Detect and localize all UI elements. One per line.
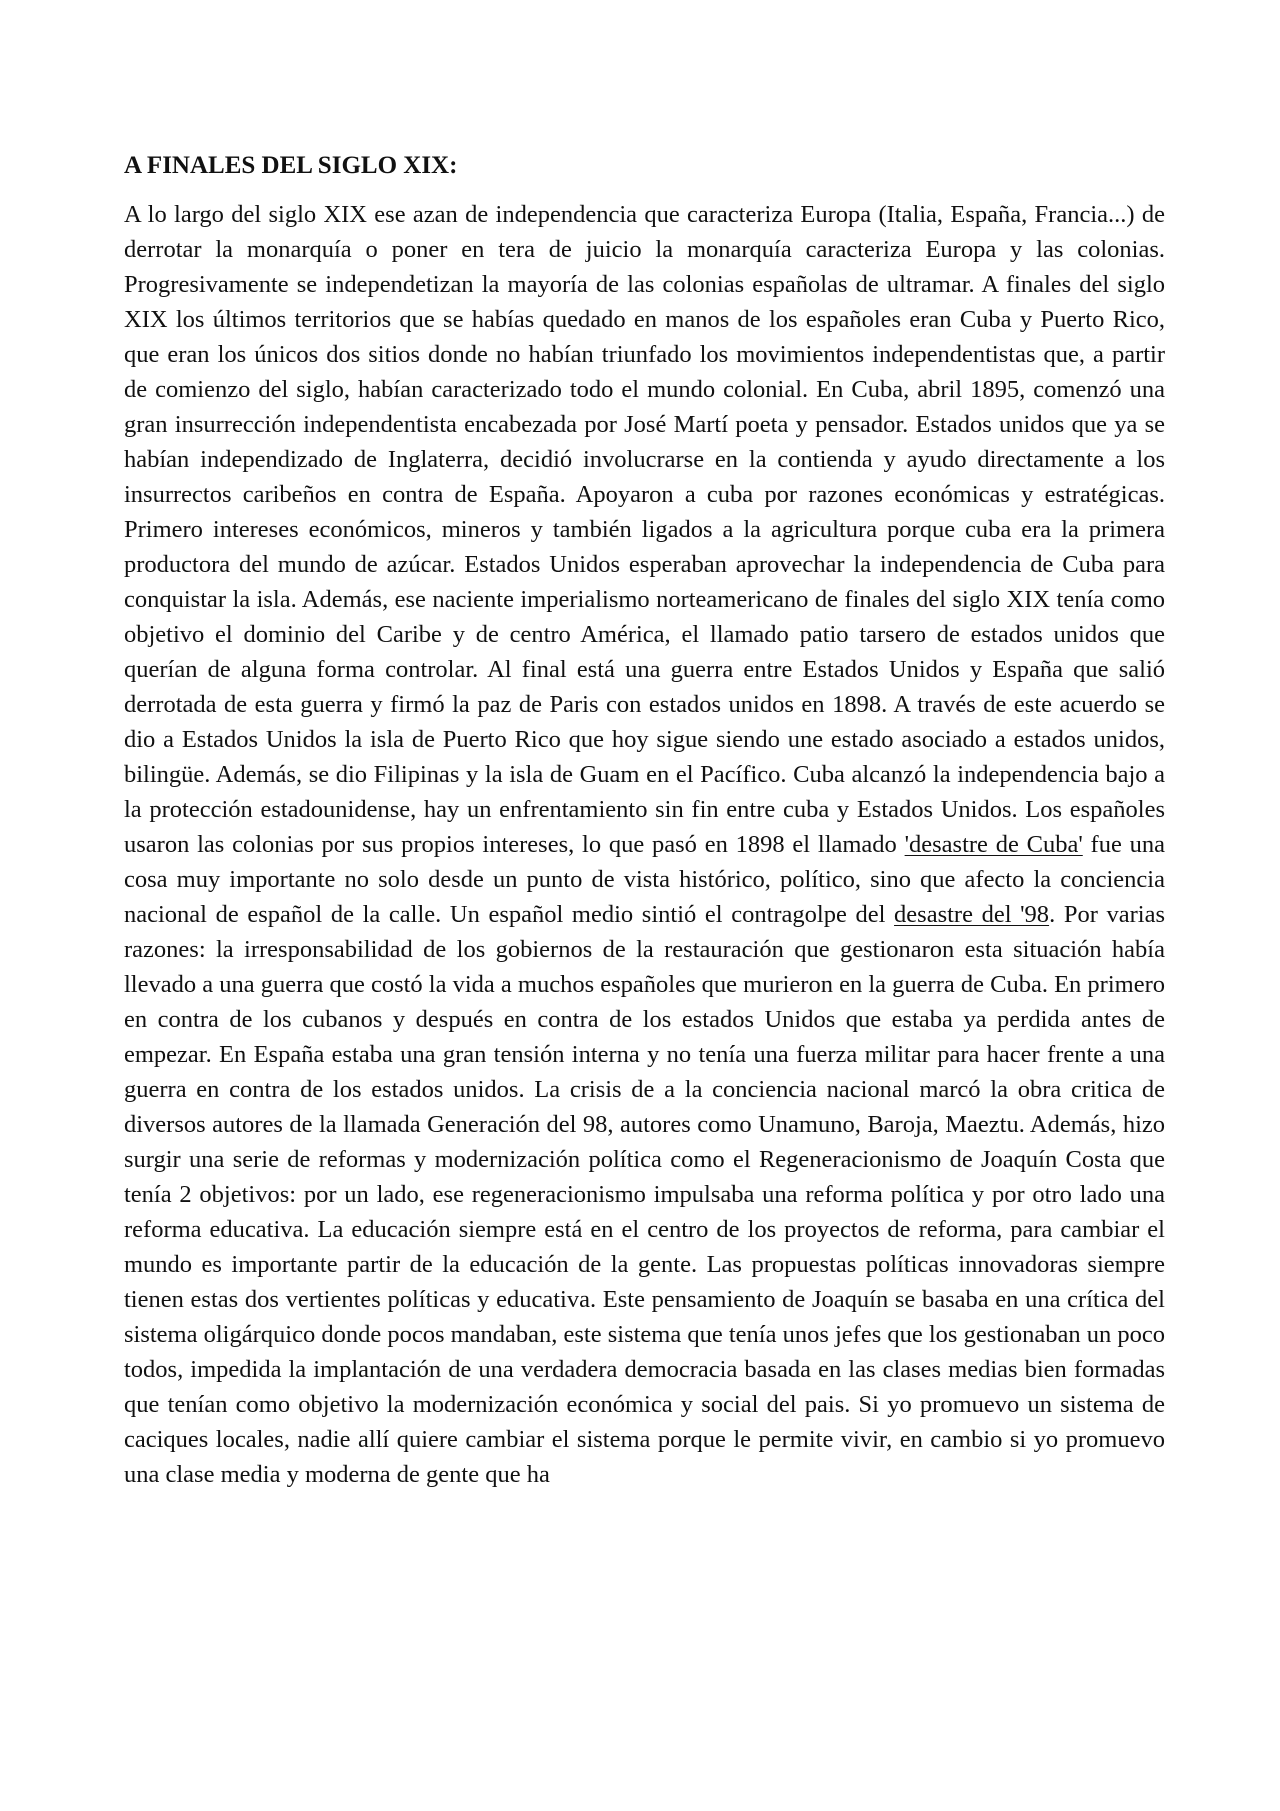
paragraph-text-part-3: . Por varias razones: la irresponsabilidad de los gobiernos de la restauración que gestionaron esta situación había llevado a una guerra que costó la vida a muchos españoles que murieron en la guerra de Cuba. En primero en contra de los cubanos y después en contra de los estados Unidos que estaba ya perdida antes de empezar. En España estaba una gran tensión interna y no tenía una fuerza militar para hacer frente a una guerra en contra de los estados unidos. La crisis de a la conciencia nacional marcó la obra critica de diversos autores de la llamada Generación del 98, autores como Unamuno, Baroja, Maeztu. Además, hizo surgir una serie de reformas y modernización política como el Regeneracionismo de Joaquín Costa que tenía 2 objetivos: por un lado, ese regeneracionismo impulsaba una reforma política y por otro lado una reforma educativa. La educación siempre está en el centro de los proyectos de reforma, para cambiar el mundo es importante partir de la educación de la gente. Las propuestas políticas innovadoras siempre tienen estas dos vertientes políticas y educativa. Este pensamiento de Joaquín se basaba en una crítica del sistema oligárquico donde pocos mandaban, este sistema que tenía unos jefes que los gestionaban un poco todos, impedida la implantación de una verdadera democracia basada en las clases medias bien formadas que tenían como objetivo la modernización económica y social del pais. Si yo promuevo un sistema de caciques locales, nadie allí quiere cambiar el sistema porque le permite vivir, en cambio si yo promuevo una clase media y moderna de gente que ha [124,901,1165,1488]
section-heading: A FINALES DEL SIGLO XIX: [124,152,458,179]
desastre-de-cuba-link[interactable]: 'desastre de Cuba' [904,831,1083,858]
paragraph-text-part-2: fue una cosa muy importante no solo desde un punto de vista histórico, político, sino que afecto la conciencia nacional de español de la calle. Un español medio sintió el contragolpe del [124,831,1165,928]
body-paragraph [124,197,1165,1492]
document-page [124,150,1165,1492]
desastre-del-98-link[interactable]: desastre del '98 [894,901,1050,928]
paragraph-text-part-1: A lo largo del siglo XIX ese azan de independencia que caracteriza Europa (Italia, España, Francia...) de derrotar la monarquía o poner en tera de juicio la monarquía caracteriza Europa y las colonias. Progresivamente se independetizan la mayoría de las colonias españolas de ultramar. A finales del siglo XIX los últimos territorios que se habías quedado en manos de los españoles eran Cuba y Puerto Rico, que eran los únicos dos sitios donde no habían triunfado los movimientos independentistas que, a partir de comienzo del siglo, habían caracterizado todo el mundo colonial. En Cuba, abril 1895, comenzó una gran insurrección independentista encabezada por José Martí poeta y pensador. Estados unidos que ya se habían independizado de Inglaterra, decidió involucrarse en la contienda y ayudo directamente a los insurrectos caribeños en contra de España. Apoyaron a cuba por razones económicas y estratégicas. Primero intereses económicos, mineros y también ligados a la agricultura porque cuba era la primera productora del mundo de azúcar. Estados Unidos esperaban aprovechar la independencia de Cuba para conquistar la isla. Además, ese naciente imperialismo norteamericano de finales del siglo XIX tenía como objetivo el dominio del Caribe y de centro América, el llamado patio tarsero de estados unidos que querían de alguna forma controlar. Al final está una guerra entre Estados Unidos y España que salió derrotada de esta guerra y firmó la paz de Paris con estados unidos en 1898. A través de este acuerdo se dio a Estados Unidos la isla de Puerto Rico que hoy sigue siendo une estado asociado a estados unidos, bilingüe. Además, se dio Filipinas y la isla de Guam en el Pacífico. Cuba alcanzó la independencia bajo a la protección estadounidense, hay un enfrentamiento sin fin entre cuba y Estados Unidos. Los españoles usaron las colonias por sus propios intereses, lo que pasó en 1898 el llamado [124,201,1165,858]
